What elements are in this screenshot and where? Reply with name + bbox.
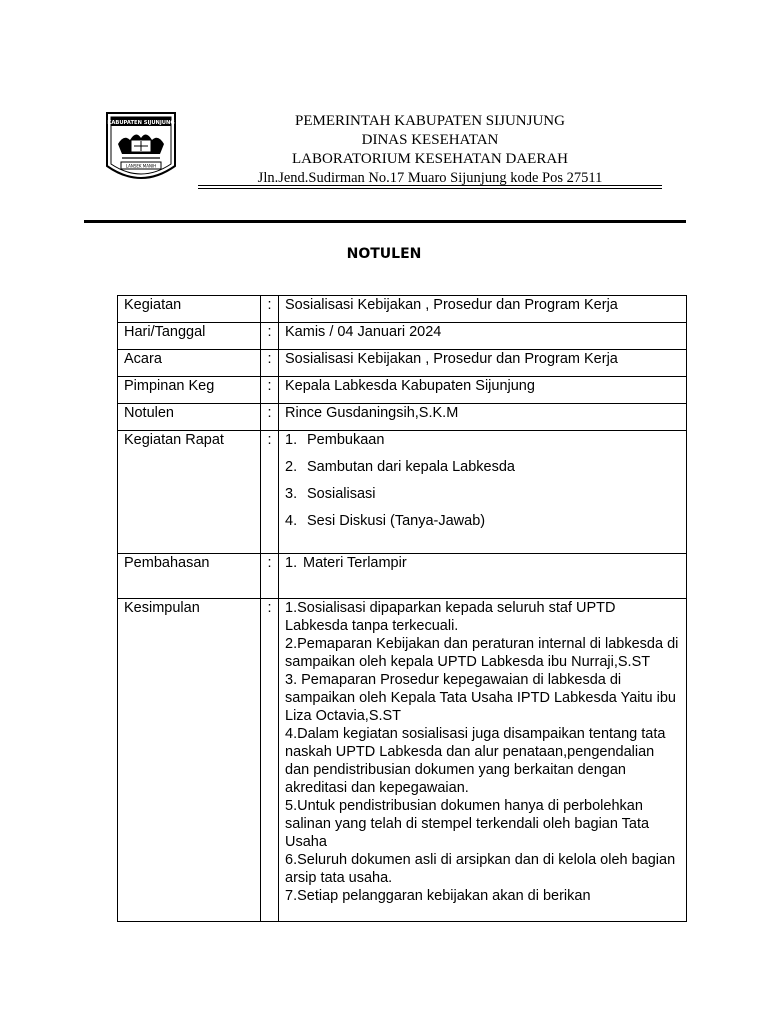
- table-row-kegiatan-rapat: [118, 431, 687, 554]
- row-value: Kamis / 04 Januari 2024: [279, 323, 687, 350]
- row-label: Hari/Tanggal: [118, 323, 261, 350]
- letterhead-laboratory: LABORATORIUM KESEHATAN DAERAH: [291, 151, 569, 167]
- list-item: [285, 458, 680, 476]
- list-item: [285, 485, 680, 503]
- row-label: Pimpinan Keg: [118, 377, 261, 404]
- row-separator: :: [261, 350, 279, 377]
- row-value: Kepala Labkesda Kabupaten Sijunjung: [279, 377, 687, 404]
- table-row: [118, 296, 687, 323]
- conclusion-item: 6.Seluruh dokumen asli di arsipkan dan di kelola oleh bagian arsip tata usaha.: [285, 852, 676, 886]
- header-divider: [84, 220, 686, 223]
- logo-top-text: KABUPATEN SIJUNJUNG: [107, 120, 175, 126]
- row-label: Kegiatan: [118, 296, 261, 323]
- list-number: 2.: [285, 459, 298, 475]
- list-text: Sesi Diskusi (Tanya-Jawab): [307, 513, 486, 529]
- row-separator: :: [261, 296, 279, 323]
- letterhead-department: DINAS KESEHATAN: [361, 132, 499, 148]
- conclusion-item: 4.Dalam kegiatan sosialisasi juga disampaikan tentang tata naskah UPTD Labkesda dan alur penataan,pengendalian dan pendistribusian dokumen yang berkaitan dengan akreditasi dan kepegawaian.: [285, 726, 666, 796]
- row-label: Pembahasan: [118, 554, 261, 599]
- table-row: [118, 323, 687, 350]
- row-value: Sosialisasi Kebijakan , Prosedur dan Program Kerja: [279, 296, 687, 323]
- letterhead-rule-bottom: [198, 188, 662, 189]
- list-text: Pembukaan: [307, 432, 385, 448]
- list-text: Sosialisasi: [307, 486, 376, 502]
- logo-bottom-text: LANSEK MANIH: [125, 163, 157, 169]
- document-title: NOTULEN: [346, 246, 422, 262]
- row-value: Rince Gusdaningsih,S.K.M: [279, 404, 687, 431]
- minutes-table: [117, 295, 687, 922]
- conclusion-item: 7.Setiap pelanggaran kebijakan akan di berikan: [285, 888, 591, 904]
- letterhead-rule-top: [198, 185, 662, 186]
- row-label: Notulen: [118, 404, 261, 431]
- row-value: Sosialisasi Kebijakan , Prosedur dan Program Kerja: [279, 350, 687, 377]
- conclusion-item: 3. Pemaparan Prosedur kepegawaian di labkesda di sampaikan oleh Kepala Tata Usaha IPTD Labkesda Yaitu ibu Liza Octavia,S.ST: [285, 672, 676, 724]
- list-item: [285, 431, 680, 449]
- letterhead-address: Jln.Jend.Sudirman No.17 Muaro Sijunjung kode Pos 27511: [257, 170, 603, 186]
- table-row: [118, 404, 687, 431]
- row-separator: :: [261, 599, 279, 922]
- letterhead: [198, 112, 662, 188]
- list-text: Sambutan dari kepala Labkesda: [307, 459, 515, 475]
- list-number: 3.: [285, 486, 298, 502]
- row-separator: :: [261, 404, 279, 431]
- letterhead-government: PEMERINTAH KABUPATEN SIJUNJUNG: [295, 113, 565, 129]
- conclusion-item: 2.Pemaparan Kebijakan dan peraturan internal di labkesda di sampaikan oleh kepala UPTD Labkesda ibu Nurraji,S.ST: [285, 636, 679, 670]
- table-row: [118, 377, 687, 404]
- regency-emblem-logo: [104, 110, 178, 188]
- list-text: Materi Terlampir: [303, 555, 407, 571]
- pembahasan-cell: [279, 554, 687, 599]
- kesimpulan-cell: [279, 599, 687, 922]
- row-label: Kesimpulan: [118, 599, 261, 922]
- list-number: 1.: [285, 432, 298, 448]
- agenda-cell: [279, 431, 687, 554]
- row-separator: :: [261, 323, 279, 350]
- table-row: [118, 350, 687, 377]
- table-row-kesimpulan: [118, 599, 687, 922]
- conclusion-item: 1.Sosialisasi dipaparkan kepada seluruh staf UPTD Labkesda tanpa terkecuali.: [285, 600, 616, 634]
- list-item: [285, 512, 680, 530]
- row-separator: :: [261, 377, 279, 404]
- list-number: 4.: [285, 513, 298, 529]
- row-label: Acara: [118, 350, 261, 377]
- agenda-list: [285, 431, 680, 530]
- conclusion-item: 5.Untuk pendistribusian dokumen hanya di perbolehkan salinan yang telah di stempel terkendali oleh bagian Tata Usaha: [285, 798, 650, 850]
- row-separator: :: [261, 554, 279, 599]
- row-label: Kegiatan Rapat: [118, 431, 261, 554]
- list-number: 1.: [285, 555, 298, 571]
- table-row-pembahasan: [118, 554, 687, 599]
- row-separator: :: [261, 431, 279, 554]
- list-item: [285, 554, 680, 572]
